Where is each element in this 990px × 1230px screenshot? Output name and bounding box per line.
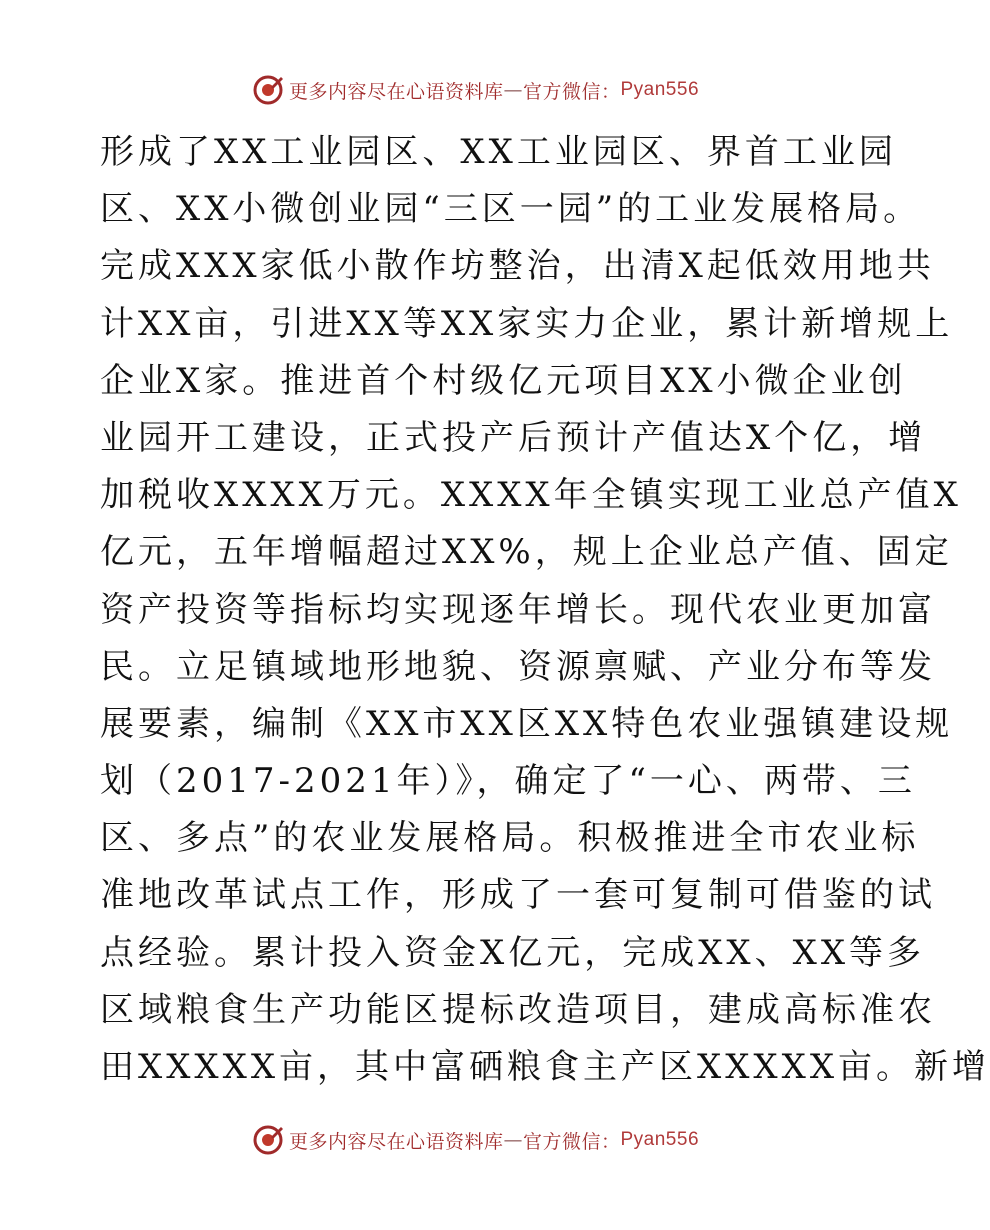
- header-brand: 更多内容尽在心语资料库: [288, 80, 504, 103]
- text-line: 加税收XXXX万元。XXXX年全镇实现工业总产值X: [100, 475, 962, 516]
- text-line: 完成XXX家低小散作坊整治，出清X起低效用地共: [100, 246, 935, 287]
- text-line: 展要素，编制《XX市XX区XX特色农业强镇建设规: [100, 703, 954, 744]
- text-line: 区域粮食生产功能区提标改造项目，建成高标准农: [100, 989, 936, 1030]
- logo-icon: [251, 1123, 285, 1157]
- header-watermark: [0, 70, 950, 110]
- text-line: 亿元，五年增幅超过XX%，规上企业总产值、固定: [100, 532, 953, 573]
- text-line: 形成了XX工业园区、XX工业园区、界首工业园: [100, 132, 897, 172]
- header-wechat-label: 官方微信：: [522, 80, 621, 103]
- body-text: [100, 124, 990, 1096]
- footer-brand: 更多内容尽在心语资料库: [288, 1130, 504, 1153]
- footer-wechat-id: Pyan556: [620, 1129, 700, 1150]
- footer-separator: —: [503, 1129, 523, 1151]
- text-line: 企业X家。推进首个村级亿元项目XX小微企业创: [100, 360, 907, 401]
- logo-icon: [251, 73, 285, 107]
- text-line: 点经验。累计投入资金X亿元，完成XX、XX等多: [100, 932, 926, 973]
- text-line: 划（2017-2021年）》，确定了“一心、两带、三: [100, 761, 916, 802]
- text-line: 计XX亩，引进XX等XX家实力企业，累计新增规上: [100, 303, 954, 344]
- header-separator: —: [503, 79, 523, 101]
- text-line: 业园开工建设，正式投产后预计产值达X个亿，增: [100, 417, 927, 458]
- text-line: 资产投资等指标均实现逐年增长。现代农业更加富: [100, 589, 936, 630]
- text-line: 田XXXXX亩，其中富硒粮食主产区XXXXX亩。新增: [100, 1047, 990, 1087]
- footer-watermark: [0, 1120, 950, 1160]
- text-line: 区、多点”的农业发展格局。积极推进全市农业标: [100, 818, 920, 859]
- footer-wechat-label: 官方微信：: [522, 1130, 621, 1153]
- header-wechat-id: Pyan556: [620, 79, 700, 100]
- text-line: 民。立足镇域地形地貌、资源禀赋、产业分布等发: [100, 646, 936, 687]
- text-line: 准地改革试点工作，形成了一套可复制可借鉴的试: [100, 875, 936, 916]
- text-line: 区、XX小微创业园“三区一园”的工业发展格局。: [100, 189, 922, 230]
